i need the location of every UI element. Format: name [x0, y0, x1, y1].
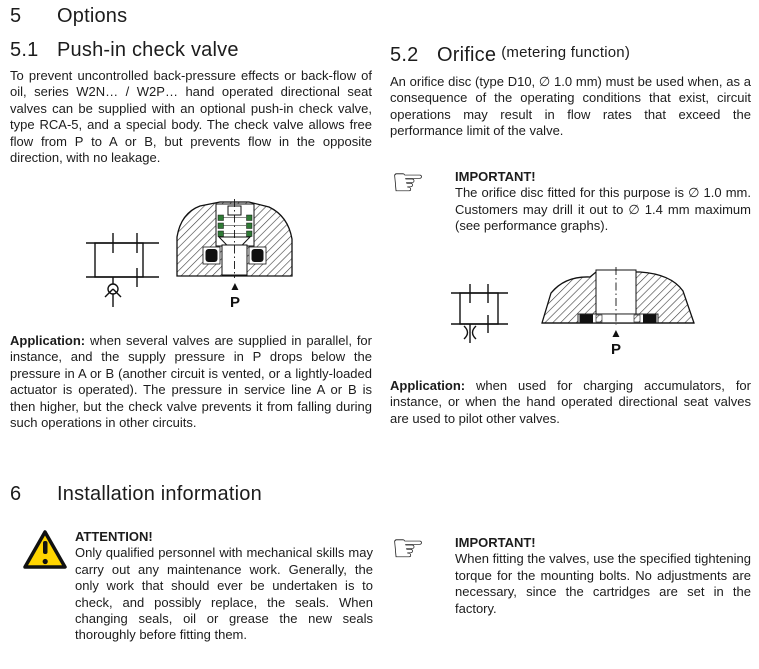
warning-triangle-icon — [22, 528, 68, 572]
section-6-heading — [10, 483, 262, 506]
section-number: 5.2 — [390, 44, 419, 66]
port-p-label: P — [610, 341, 621, 358]
important-heading: IMPORTANT! — [455, 169, 536, 184]
section-number: 6 — [10, 483, 22, 505]
o-ring-right — [252, 249, 264, 262]
pointing-hand-icon: ☞ — [391, 528, 426, 570]
o-ring-left — [206, 249, 218, 262]
important-text: When fitting the valves, use the specified tightening torque for the mounting bolts. No adjustments are necessary, since the cartridges are set in the factory. — [455, 551, 751, 616]
application-text: when several valves are supplied in parallel, for instance, and the supply pressure in P drops below the pressure in A or B (another circuit is vented, or a lightly-loaded actuator is operated). The pressure in service line A or B is then higher, but the check valve prevents it from falling during such operations in other circuits. — [10, 333, 372, 431]
section-title-note: (metering function) — [501, 44, 631, 61]
attention-text: Only qualified personnel with mechanical skills may carry out any maintenance work. Generally, the only work that should ever be undertaken is to check, and possibly replace, the seals. When changing seals, oil or grease the new seals thoroughly before fitting them. — [75, 545, 373, 643]
attention-heading: ATTENTION! — [75, 529, 153, 544]
section-title: Options — [57, 5, 128, 27]
seal-left — [580, 315, 594, 323]
installation-important-note — [455, 535, 751, 617]
flow-arrow-icon: ▲ — [229, 279, 241, 293]
orifice-cross-section — [538, 267, 698, 325]
orifice-symbol — [450, 281, 510, 351]
flow-arrow-icon: ▲ — [610, 326, 622, 340]
seal-right — [643, 315, 657, 323]
orifice-body-paragraph: An orifice disc (type D10, ∅ 1.0 mm) must be used when, as a consequence of the operating conditions that exist, circuit operations may result in flow rates that exceed the performance limit of the valve. — [390, 74, 751, 139]
orifice-application-paragraph — [390, 378, 751, 427]
section-title: Installation information — [57, 483, 262, 505]
attention-note — [75, 529, 373, 644]
important-text: The orifice disc fitted for this purpose is ∅ 1.0 mm. Customers may drill it out to ∅ 1.4 mm maximum (see performance graphs). — [455, 185, 751, 234]
section-5-2-heading — [390, 44, 630, 67]
check-valve-symbol — [85, 230, 165, 315]
check-valve-application-paragraph — [10, 333, 372, 431]
check-valve-body-paragraph: To prevent uncontrolled back-pressure effects or back-flow of oil, series W2N… / W2P… hand operated directional seat valves can be supplied with an optional push-in check valve, type RCA-5, and a special body. The check valve allows free flow from P to A or B, but prevents flow in the opposite direction, with no leakage. — [10, 68, 372, 166]
check-valve-cross-section — [172, 199, 297, 279]
section-number: 5.1 — [10, 39, 39, 61]
port-p-label: P — [229, 294, 240, 311]
orifice-important-note — [455, 169, 751, 235]
section-title: Orifice — [437, 44, 497, 66]
section-5-1-heading — [10, 39, 239, 62]
section-5-heading — [10, 5, 127, 28]
pointing-hand-icon: ☞ — [391, 162, 426, 204]
application-text: when used for charging accumulators, for instance, or when the hand operated directional seat valves are used to pilot other valves. — [390, 378, 751, 426]
section-title: Push-in check valve — [57, 39, 239, 61]
application-lead: Application: — [10, 333, 86, 348]
application-lead: Application: — [390, 378, 466, 393]
important-heading: IMPORTANT! — [455, 535, 536, 550]
section-number: 5 — [10, 5, 22, 27]
